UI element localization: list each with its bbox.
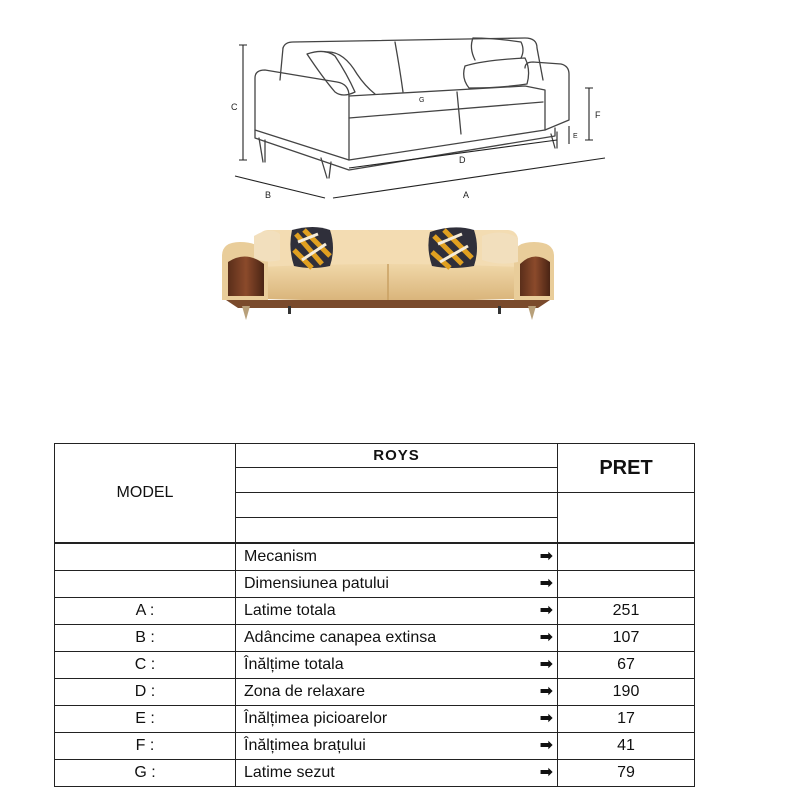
sofa-dimension-drawing [225,30,615,210]
table-row [55,732,695,759]
right-arrow-icon: ➡ [539,736,553,754]
right-arrow-icon: ➡ [539,547,553,565]
row-label: Zona de relaxare [244,682,365,700]
row-value: 190 [558,678,695,705]
blank-cell [236,468,558,493]
sofa-product-image [218,220,558,325]
dim-letter-e: E [573,133,578,140]
row-label-cell [236,759,558,786]
price-label: PRET [558,444,695,493]
row-value: 17 [558,705,695,732]
table-row [55,624,695,651]
row-label-cell [236,597,558,624]
table-row [55,651,695,678]
row-value: 251 [558,597,695,624]
right-arrow-icon: ➡ [539,655,553,673]
right-arrow-icon: ➡ [539,628,553,646]
row-label: Latime sezut [244,763,335,781]
price-value-cell [558,493,695,543]
blank-cell [236,518,558,543]
row-code: B : [55,624,236,651]
row-label: Înălțime totala [244,655,344,673]
row-code: D : [55,678,236,705]
row-value: 41 [558,732,695,759]
dim-letter-g: G [419,97,425,104]
row-label: Latime totala [244,601,336,619]
row-code: G : [55,759,236,786]
row-label: Dimensiunea patului [244,574,389,592]
row-label: Înălțimea picioarelor [244,709,388,727]
dim-letter-a: A [463,190,470,200]
model-name: ROYS [236,444,558,468]
row-label: Înălțimea brațului [244,736,366,754]
row-value: 67 [558,651,695,678]
table-row [55,678,695,705]
dim-letter-b: B [265,190,272,200]
row-label-cell [236,651,558,678]
table-row [55,705,695,732]
table-row [55,759,695,786]
dim-letter-d: D [459,155,466,165]
row-code: E : [55,705,236,732]
row-label-cell [236,732,558,759]
right-arrow-icon: ➡ [539,574,553,592]
right-arrow-icon: ➡ [539,601,553,619]
row-label-cell [236,678,558,705]
table-row [55,543,695,571]
row-label: Mecanism [244,547,317,565]
right-arrow-icon: ➡ [539,709,553,727]
right-arrow-icon: ➡ [539,763,553,781]
row-code: C : [55,651,236,678]
row-code [55,570,236,597]
row-value: 107 [558,624,695,651]
row-code: A : [55,597,236,624]
row-code [55,543,236,571]
row-value [558,543,695,571]
row-label: Adâncime canapea extinsa [244,628,437,646]
table-row [55,597,695,624]
row-label-cell [236,705,558,732]
row-value [558,570,695,597]
row-label-cell [236,570,558,597]
spec-table [54,443,695,787]
dim-letter-c: C [231,102,238,112]
dim-letter-f: F [595,110,601,120]
right-arrow-icon: ➡ [539,682,553,700]
blank-cell [236,493,558,518]
row-label-cell [236,543,558,571]
row-code: F : [55,732,236,759]
table-row [55,570,695,597]
row-value: 79 [558,759,695,786]
row-label-cell [236,624,558,651]
model-label: MODEL [55,444,236,543]
